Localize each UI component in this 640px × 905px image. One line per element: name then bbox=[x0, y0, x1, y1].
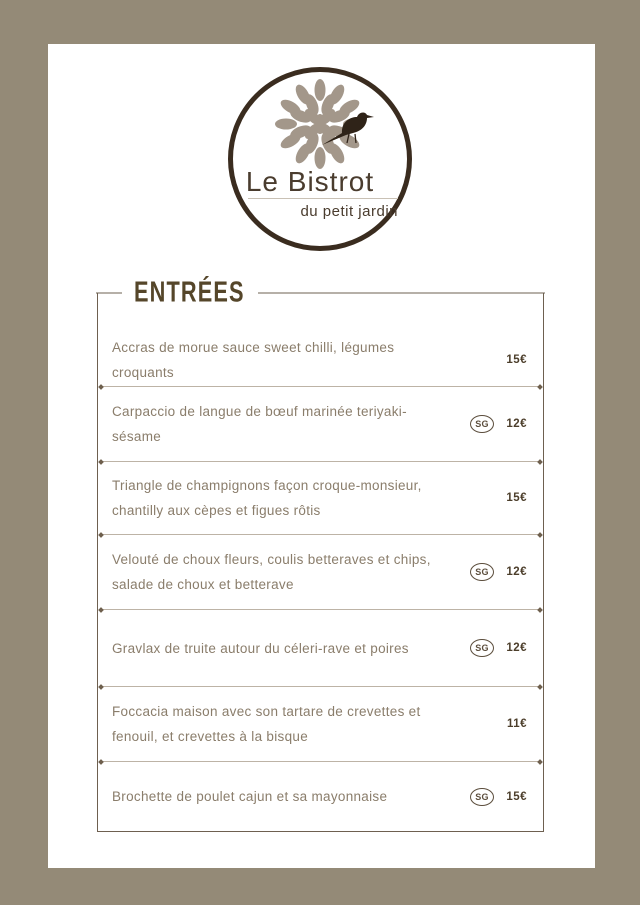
menu-item bbox=[98, 610, 543, 686]
item-text: Foccacia maison avec son tartare de crevettes et fenouil, et crevettes à la bisque bbox=[112, 704, 421, 744]
item-divider bbox=[99, 686, 542, 687]
logo-divider bbox=[248, 198, 398, 199]
item-price-group bbox=[470, 563, 529, 581]
badge-label: SG bbox=[475, 791, 489, 802]
item-price-group bbox=[503, 718, 529, 730]
item-text: Carpaccio de langue de bœuf marinée teriyaki- sésame bbox=[112, 404, 407, 444]
item-divider bbox=[99, 761, 542, 762]
gluten-free-badge bbox=[470, 639, 494, 657]
menu-item bbox=[98, 535, 543, 609]
menu-items bbox=[98, 293, 543, 831]
menu-item bbox=[98, 293, 543, 386]
menu-item bbox=[98, 687, 543, 761]
item-price-group bbox=[470, 639, 529, 657]
item-divider bbox=[99, 386, 542, 387]
item-price: 15€ bbox=[506, 353, 527, 366]
item-price: 11€ bbox=[506, 718, 527, 730]
badge-label: SG bbox=[475, 643, 489, 653]
item-price: 12€ bbox=[506, 418, 527, 430]
item-divider bbox=[99, 609, 542, 610]
logo-subtitle: du petit jardin bbox=[300, 203, 398, 220]
badge-label: SG bbox=[475, 419, 489, 429]
paper bbox=[48, 44, 595, 868]
item-price: 12€ bbox=[506, 566, 527, 578]
gluten-free-badge bbox=[470, 415, 494, 433]
item-divider bbox=[99, 534, 542, 535]
item-price-group bbox=[470, 788, 529, 806]
item-price-group bbox=[503, 354, 529, 366]
item-price: 12€ bbox=[506, 642, 527, 654]
item-price-group bbox=[470, 415, 529, 433]
section-title: ENTRÉES bbox=[134, 276, 246, 309]
gluten-free-badge bbox=[470, 788, 494, 806]
item-price: 15€ bbox=[506, 790, 527, 803]
bird-icon bbox=[320, 108, 376, 148]
menu-box bbox=[97, 276, 544, 832]
item-divider bbox=[99, 461, 542, 462]
item-text: Accras de morue sauce sweet chilli, légumes croquants bbox=[112, 339, 395, 380]
menu-item bbox=[98, 762, 543, 831]
badge-label: SG bbox=[475, 567, 489, 577]
item-text: Gravlax de truite autour du céleri-rave et poires bbox=[112, 640, 409, 656]
gluten-free-badge bbox=[470, 563, 494, 581]
menu-item bbox=[98, 387, 543, 461]
logo-title: Le Bistrot bbox=[245, 166, 375, 197]
item-price: 15€ bbox=[506, 492, 527, 504]
item-price-group bbox=[503, 492, 529, 504]
item-text: Velouté de choux fleurs, coulis betteraves et chips, salade de choux et betterave bbox=[112, 552, 431, 592]
menu-item bbox=[98, 462, 543, 534]
item-text: Triangle de champignons façon croque-monsieur, chantilly aux cèpes et figues rôtis bbox=[112, 478, 422, 518]
item-text: Brochette de poulet cajun et sa mayonnaise bbox=[112, 789, 388, 804]
